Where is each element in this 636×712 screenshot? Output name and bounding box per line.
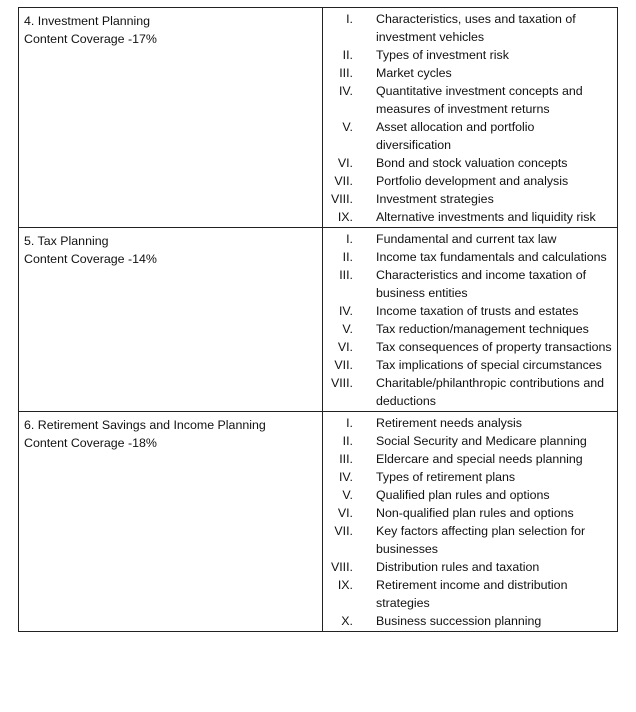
item-text: Tax consequences of property transactions — [376, 340, 612, 354]
list-item — [323, 230, 617, 248]
section-row — [19, 228, 618, 412]
item-text: Characteristics and income taxation of business entities — [376, 268, 587, 300]
item-text: Types of investment risk — [376, 48, 509, 62]
topic-list — [323, 10, 617, 226]
item-text: Quantitative investment concepts and measures of investment returns — [376, 84, 583, 116]
content-outline-table — [18, 7, 618, 632]
item-number: IV. — [338, 304, 353, 318]
item-text: Fundamental and current tax law — [376, 232, 557, 246]
item-number: VI. — [337, 506, 353, 520]
item-text: Asset allocation and portfolio diversification — [376, 120, 535, 152]
section-row — [19, 8, 618, 228]
list-item — [323, 190, 617, 208]
item-text: Characteristics, uses and taxation of investment vehicles — [376, 12, 576, 44]
item-number: IV. — [338, 470, 353, 484]
item-text: Business succession planning — [376, 614, 542, 628]
item-number: II. — [342, 48, 353, 62]
list-item — [323, 468, 617, 486]
list-item — [323, 374, 617, 410]
item-number: I. — [346, 232, 353, 246]
item-text: Bond and stock valuation concepts — [376, 156, 568, 170]
item-text: Income taxation of trusts and estates — [376, 304, 579, 318]
list-item — [323, 266, 617, 302]
section-coverage: Content Coverage -14% — [24, 252, 157, 266]
item-text: Portfolio development and analysis — [376, 174, 569, 188]
document-page — [18, 7, 618, 632]
item-text: Retirement income and distribution strategies — [376, 578, 568, 610]
item-number: IX. — [337, 210, 353, 224]
item-number: VIII. — [330, 192, 353, 206]
topic-list — [323, 414, 617, 630]
item-number: VI. — [337, 156, 353, 170]
item-text: Qualified plan rules and options — [376, 488, 550, 502]
item-number: I. — [346, 416, 353, 430]
section-heading-cell — [19, 412, 323, 632]
list-item — [323, 414, 617, 432]
item-text: Non-qualified plan rules and options — [376, 506, 574, 520]
item-number: VIII. — [330, 560, 353, 574]
list-item — [323, 432, 617, 450]
section-row — [19, 412, 618, 632]
item-number: I. — [346, 12, 353, 26]
list-item — [323, 320, 617, 338]
item-text: Tax reduction/management techniques — [376, 322, 589, 336]
list-item — [323, 154, 617, 172]
list-item — [323, 64, 617, 82]
section-topics-cell — [323, 412, 618, 632]
section-heading-cell — [19, 8, 323, 228]
section-topics-cell — [323, 228, 618, 412]
item-number: IX. — [337, 578, 353, 592]
item-number: IV. — [338, 84, 353, 98]
item-number: V. — [342, 120, 353, 134]
item-number: V. — [342, 488, 353, 502]
item-number: II. — [342, 434, 353, 448]
list-item — [323, 612, 617, 630]
item-text: Eldercare and special needs planning — [376, 452, 583, 466]
list-item — [323, 208, 617, 226]
section-coverage: Content Coverage -17% — [24, 32, 157, 46]
item-number: VII. — [334, 174, 353, 188]
item-text: Tax implications of special circumstances — [376, 358, 602, 372]
list-item — [323, 338, 617, 356]
list-item — [323, 522, 617, 558]
item-text: Retirement needs analysis — [376, 416, 523, 430]
list-item — [323, 82, 617, 118]
item-text: Market cycles — [376, 66, 452, 80]
item-text: Alternative investments and liquidity risk — [376, 210, 596, 224]
section-title: 4. Investment Planning — [24, 14, 151, 28]
item-text: Investment strategies — [376, 192, 494, 206]
item-text: Key factors affecting plan selection for businesses — [376, 524, 586, 556]
item-number: II. — [342, 250, 353, 264]
list-item — [323, 450, 617, 468]
list-item — [323, 558, 617, 576]
section-coverage: Content Coverage -18% — [24, 436, 157, 450]
item-text: Charitable/philanthropic contributions and deductions — [376, 376, 604, 408]
item-number: VI. — [337, 340, 353, 354]
section-title: 5. Tax Planning — [24, 234, 109, 248]
section-title: 6. Retirement Savings and Income Planning — [24, 418, 266, 432]
item-number: III. — [339, 268, 353, 282]
item-text: Social Security and Medicare planning — [376, 434, 587, 448]
item-number: III. — [339, 66, 353, 80]
item-text: Types of retirement plans — [376, 470, 516, 484]
list-item — [323, 486, 617, 504]
item-number: X. — [341, 614, 353, 628]
list-item — [323, 172, 617, 190]
item-number: VIII. — [330, 376, 353, 390]
item-text: Income tax fundamentals and calculations — [376, 250, 607, 264]
item-text: Distribution rules and taxation — [376, 560, 540, 574]
list-item — [323, 10, 617, 46]
list-item — [323, 46, 617, 64]
list-item — [323, 356, 617, 374]
list-item — [323, 576, 617, 612]
topic-list — [323, 230, 617, 410]
item-number: III. — [339, 452, 353, 466]
list-item — [323, 504, 617, 522]
section-heading-cell — [19, 228, 323, 412]
item-number: VII. — [334, 358, 353, 372]
section-topics-cell — [323, 8, 618, 228]
list-item — [323, 248, 617, 266]
list-item — [323, 118, 617, 154]
item-number: V. — [342, 322, 353, 336]
item-number: VII. — [334, 524, 353, 538]
list-item — [323, 302, 617, 320]
